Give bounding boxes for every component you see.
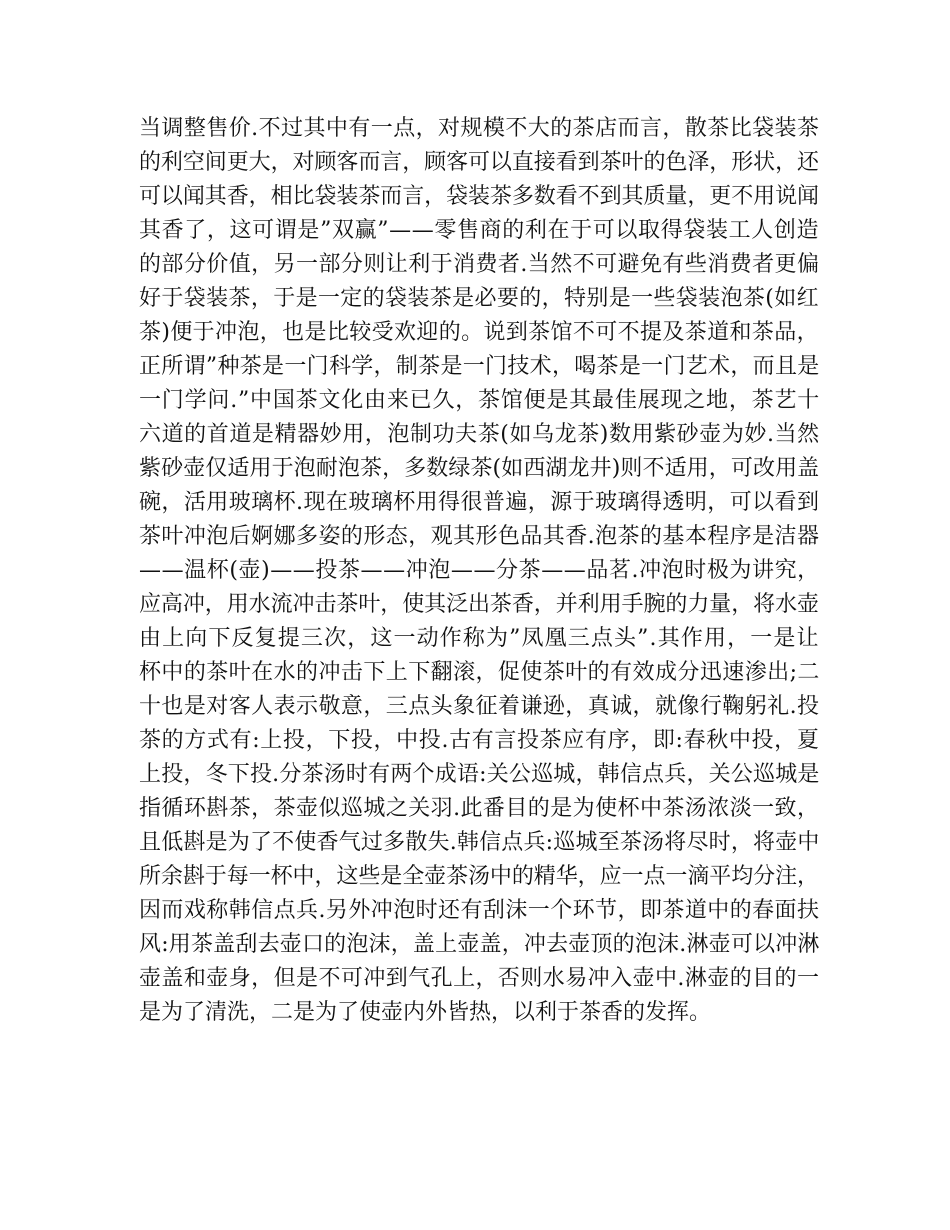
text-line: 风:用茶盖刮去壶口的泡沫，盖上壶盖，冲去壶顶的泡沫.淋壶可以冲淋: [139, 932, 820, 957]
text-line: 的部分价值，另一部分则让利于消费者.当然不可避免有些消费者更偏: [139, 252, 820, 277]
text-line: 由上向下反复提三次，这一动作称为”凤凰三点头”.其作用，一是让: [139, 626, 820, 651]
text-line: 所余斟于每一杯中，这些是全壶茶汤中的精华，应一点一滴平均分注，: [139, 864, 819, 889]
text-line: 且低斟是为了不使香气过多散失.韩信点兵:巡城至茶汤将尽时，将壶中: [139, 830, 820, 855]
text-line: 壶盖和壶身，但是不可冲到气孔上，否则水易冲入壶中.淋壶的目的一: [139, 966, 820, 991]
text-line: 一门学问.”中国茶文化由来已久，茶馆便是其最佳展现之地，茶艺十: [139, 388, 821, 413]
text-line: ——温杯(壶)——投茶——冲泡——分茶——品茗.冲泡时极为讲究，: [139, 558, 820, 583]
text-line: 正所谓”种茶是一门科学，制茶是一门技术，喝茶是一门艺术，而且是: [139, 354, 820, 379]
text-line: 茶的方式有:上投，下投，中投.古有言投茶应有序，即:春秋中投，夏: [139, 728, 820, 753]
text-line: 当调整售价.不过其中有一点，对规模不大的茶店而言，散茶比袋装茶: [139, 116, 820, 141]
text-line: 碗，活用玻璃杯.现在玻璃杯用得很普遍，源于玻璃得透明，可以看到: [139, 490, 820, 515]
text-line: 是为了清洗，二是为了使壶内外皆热，以利于茶香的发挥。: [139, 1000, 712, 1025]
text-line: 指循环斟茶，茶壶似巡城之关羽.此番目的是为使杯中茶汤浓淡一致，: [139, 796, 820, 821]
text-line: 应高冲，用水流冲击茶叶，使其泛出茶香，并利用手腕的力量，将水壶: [139, 592, 819, 617]
text-line: 六道的首道是精器妙用，泡制功夫茶(如乌龙茶)数用紫砂壶为妙.当然: [139, 422, 820, 447]
text-line: 可以闻其香，相比袋装茶而言，袋装茶多数看不到其质量，更不用说闻: [139, 184, 819, 209]
text-line: 杯中的茶叶在水的冲击下上下翻滚，促使茶叶的有效成分迅速渗出;二: [139, 660, 820, 685]
text-line: 因而戏称韩信点兵.另外冲泡时还有刮沫一个环节，即茶道中的春面扶: [139, 898, 820, 923]
text-line: 十也是对客人表示敬意，三点头象征着谦逊，真诚，就像行鞠躬礼.投: [139, 694, 820, 719]
text-line: 紫砂壶仅适用于泡耐泡茶，多数绿茶(如西湖龙井)则不适用，可改用盖: [139, 456, 820, 481]
body-paragraph: [139, 112, 819, 1030]
text-line: 其香了，这可谓是”双赢”——零售商的利在于可以取得袋装工人创造: [139, 218, 820, 243]
text-line: 茶)便于冲泡，也是比较受欢迎的。说到茶馆不可不提及茶道和茶品，: [139, 320, 819, 345]
text-line: 茶叶冲泡后婀娜多姿的形态，观其形色品其香.泡茶的基本程序是洁器: [139, 524, 820, 549]
text-line: 上投，冬下投.分茶汤时有两个成语:关公巡城，韩信点兵，关公巡城是: [139, 762, 820, 787]
text-line: 好于袋装茶，于是一定的袋装茶是必要的，特别是一些袋装泡茶(如红: [139, 286, 819, 311]
text-line: 的利空间更大，对顾客而言，顾客可以直接看到茶叶的色泽，形状，还: [139, 150, 819, 175]
